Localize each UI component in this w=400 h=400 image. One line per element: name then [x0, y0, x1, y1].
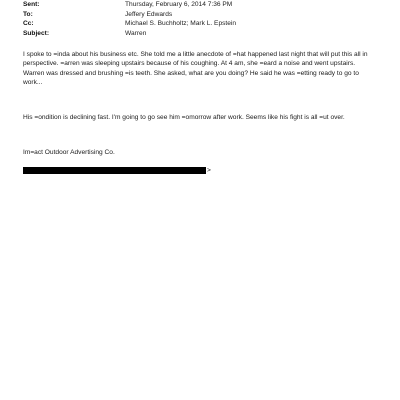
- to-value: Jeffery Edwards: [125, 10, 173, 18]
- cc-value: Michael S. Buchholtz; Mark L. Epstein: [125, 20, 237, 28]
- sent-value: Thursday, February 6, 2014 7:36 PM: [125, 1, 233, 8]
- to-row: [23, 10, 383, 20]
- sent-label: Sent:: [23, 1, 40, 8]
- redaction-bar: [23, 167, 206, 174]
- sent-row: [23, 0, 383, 10]
- subject-label: Subject:: [23, 29, 50, 37]
- to-label: To:: [23, 10, 33, 18]
- body-paragraph-1: I spoke to =inda about his business etc. She told me a little anecdote of =hat happened last night that will put this all in perspective. =arren was sleeping upstairs because of his coughing. At 4 am, she =eard a noise and went upstairs. Warren was dressed and brushing =is teeth. She asked, what are you doing? He said he was =etting ready to go to work...: [23, 51, 368, 87]
- email-header: [23, 0, 383, 38]
- subject-value: Warren: [125, 29, 147, 37]
- subject-row: [23, 29, 383, 39]
- redaction-line: [23, 166, 211, 175]
- redaction-tail: >: [207, 167, 211, 174]
- cc-label: Cc:: [23, 20, 34, 28]
- cc-row: [23, 19, 383, 29]
- signature-company: Im=act Outdoor Advertising Co.: [23, 149, 115, 156]
- body-paragraph-2: His =ondition is declining fast. I'm going to go see him =omorrow after work. Seems like his fight is all =ut over.: [23, 114, 345, 121]
